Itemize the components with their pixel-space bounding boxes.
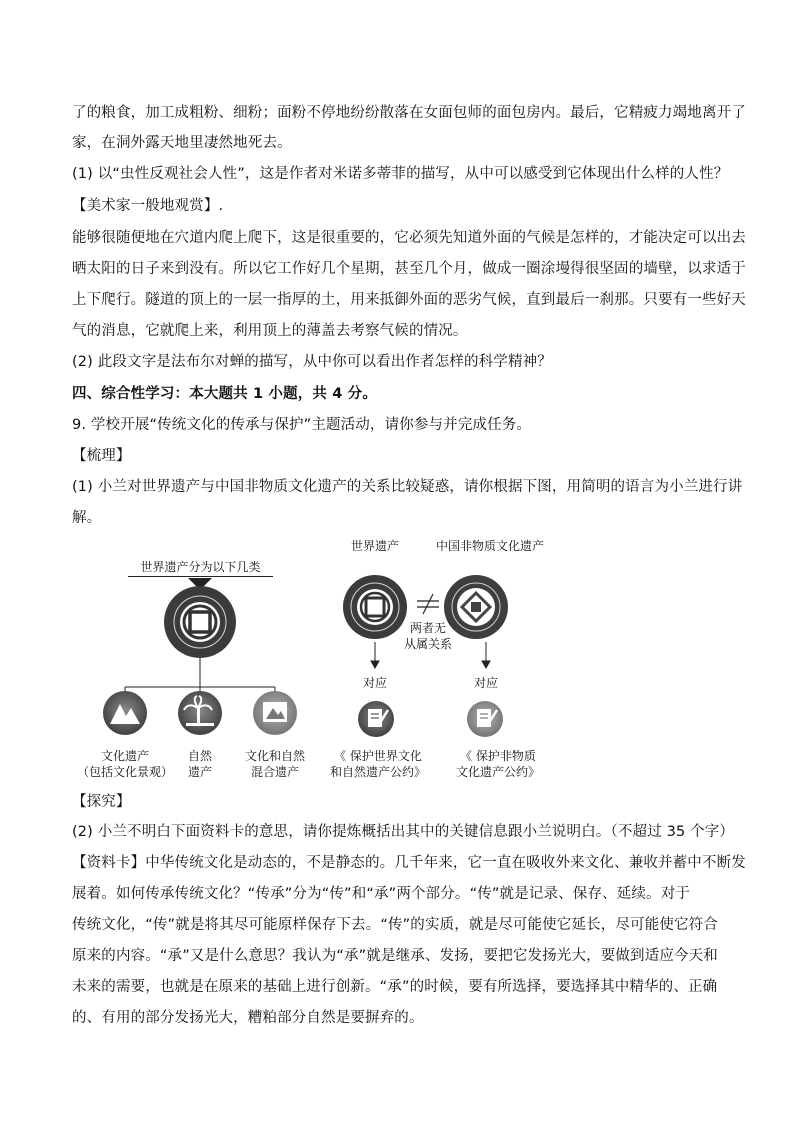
paragraph-line: 原来的内容。“承”又是什么意思？我认为“承”就是继承、发扬，要把它发扬光大，要做到适应今天和 [72,948,718,964]
category-label: 混合遗产 [250,765,299,779]
category-label: 自然 [187,749,212,763]
section-heading: 【探究】 [72,794,131,810]
convention-document-icon [358,701,394,737]
question-1: (1) 以“虫性反观社会人性”，这是作者对米诺多蒂菲的描写，从中可以感受到它体现出什么样的人性？ [72,166,729,182]
paragraph-line: 了的粮食，加工成粗粉、细粉；面粉不停地纷纷散落在女面包师的面包房内。最后，它精疲力竭地离开了 [72,105,746,121]
category-cultural [75,748,175,780]
not-equal-symbol [417,594,439,614]
world-heritage-label: 世界遗产 [350,539,399,553]
category-label: （包括文化景观） [76,765,173,779]
relation-label-line: 从属关系 [403,637,452,651]
convention-label: 文化遗产公约》 [455,765,540,779]
convention-label: 《 保护非物质 [460,749,536,763]
paragraph-line: 气的消息，它就爬上来，利用顶上的薄盖去考察气候的情况。 [72,323,468,339]
convention-document-icon [467,701,503,737]
section-heading: 【梳理】 [72,448,131,464]
arrow-down-icon [482,642,490,668]
convention-world [318,748,438,780]
paragraph-line: 解。 [72,510,102,526]
category-label: 遗产 [187,765,212,779]
natural-heritage-icon [178,691,222,735]
paragraph-line: 的、有用的部分发扬光大，糟粕部分自然是要摒弃的。 [72,1010,424,1026]
convention-label: 《 保护世界文化 [334,749,422,763]
paragraph-line: 传统文化，“传”就是将其尽可能原样保存下去。“传”的实质，就是尽可能使它延长，尽可能使它符合 [72,917,718,933]
paragraph-line: 晒太阳的日子来到没有。所以它工作好几个星期，甚至几个月，做成一圈涂墁得很坚固的墙壁，以求适于 [72,261,746,277]
arrow-down-icon [371,642,379,668]
category-natural [165,748,235,780]
paragraph-line: 展着。如何传承传统文化？“传承”分为“传”和“承”两个部分。“传”就是记录、保存、延续。对于 [72,886,690,902]
mixed-heritage-icon [253,691,297,735]
relation-label [398,620,458,652]
paragraph-line: 【资料卡】中华传统文化是动态的，不是静态的。几千年来，它一直在吸收外来文化、兼收并蓄中不断发 [72,855,746,871]
convention-label: 和自然遗产公约》 [329,765,426,779]
question-9-1: (1) 小兰对世界遗产与中国非物质文化遗产的关系比较疑惑，请你根据下图，用简明的语言为小兰进行讲 [72,479,743,495]
paragraph-line: 家，在洞外露天地里凄然地死去。 [72,135,292,151]
paragraph-line: 上下爬行。隧道的顶上的一层一指厚的土，用来抵御外面的恶劣气候，直到最后一刹那。只要有一些好天 [72,292,746,308]
paragraph-line: 能够很随便地在穴道内爬上爬下，这是很重要的，它必须先知道外面的气候是怎样的，才能决定可以出去 [72,230,746,246]
section-title: 四、综合性学习：本大题共 1 小题，共 4 分。 [72,386,377,402]
category-label: 文化遗产 [100,749,149,763]
section-heading: 【美术家一般地观赏】. [72,198,224,214]
question-2: (2) 此段文字是法布尔对蝉的描写，从中你可以看出作者怎样的科学精神？ [72,354,552,370]
paragraph-line: 未来的需要，也就是在原来的基础上进行创新。“承”的时候，要有所选择，要选择其中精华的、正确 [72,979,718,995]
category-mixed [235,748,315,780]
relation-label-line: 两者无 [409,621,446,635]
world-heritage-emblem-icon [164,578,236,658]
cultural-heritage-icon [103,691,147,735]
question-9: 9. 学校开展“传统文化的传承与保护”主题活动，请你参与并完成任务。 [72,417,532,433]
category-label: 文化和自然 [244,749,305,763]
china-heritage-label: 中国非物质文化遗产 [435,539,544,553]
question-9-2: (2) 小兰不明白下面资料卡的意思，请你提炼概括出其中的关键信息跟小兰说明白。（不超过 35 个字） [72,824,735,840]
diagram-left-title: 世界遗产分为以下几类 [128,559,273,577]
correspond-label: 对应 [362,676,387,690]
convention-intangible [443,748,553,780]
correspond-label: 对应 [473,676,498,690]
